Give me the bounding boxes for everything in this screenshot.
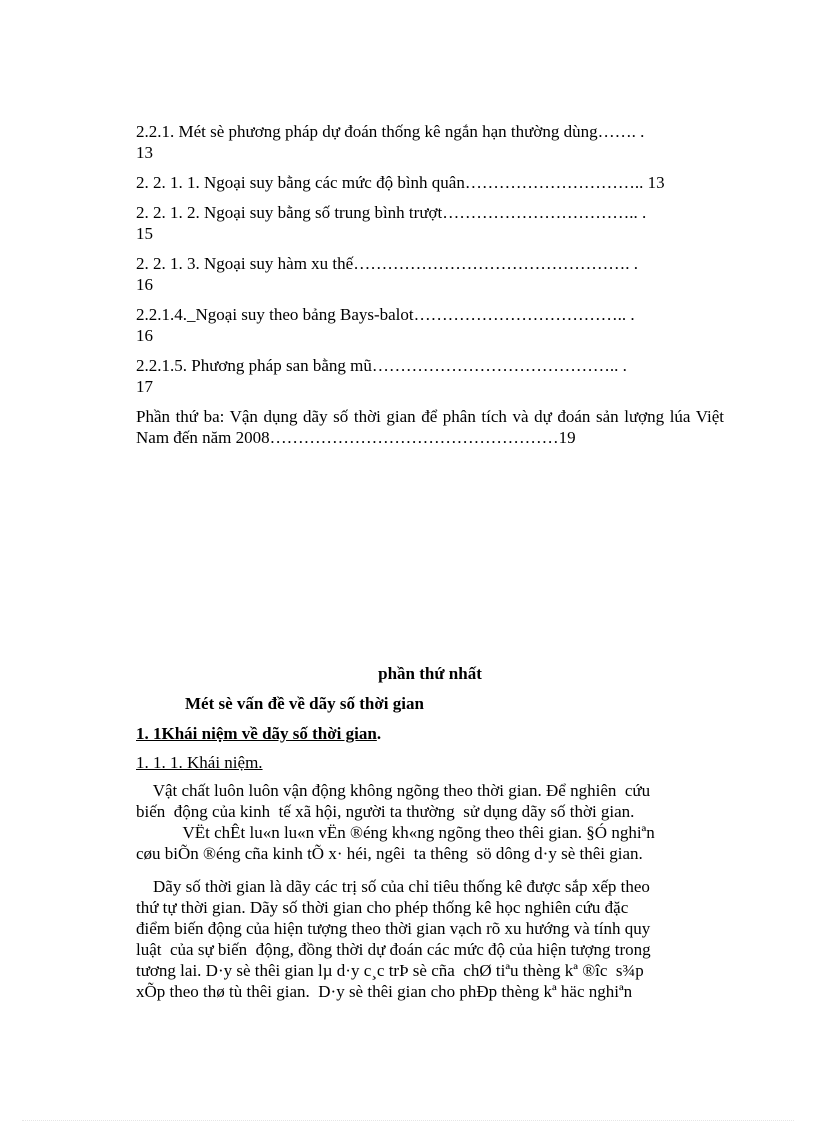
subsection-heading: 1. 1. 1. Khái niệm. bbox=[136, 753, 263, 772]
page-bottom-divider bbox=[22, 1120, 794, 1121]
toc-entry-text: 2. 2. 1. 1. Ngoại suy bằng các mức độ bình quân………………………….. 13 bbox=[136, 173, 665, 192]
paragraph-line: VËt chÊt lu«n lu«n vËn ®éng kh«ng ngõng theo thêi gian. §Ó nghiªn bbox=[136, 823, 655, 842]
toc-entry-page: 17 bbox=[136, 377, 153, 396]
section-heading bbox=[136, 724, 381, 744]
paragraph-line: thứ tự thời gian. Dãy số thời gian cho phép thống kê học nghiên cứu đặc bbox=[136, 898, 629, 917]
paragraph-line: tương lai. D·y sè thêi gian lµ d·y c¸c trÞ sè cña chØ tiªu thèng kª ®îc s¾p bbox=[136, 961, 644, 980]
toc-entry-page: 13 bbox=[136, 143, 153, 162]
paragraph-line: Vật chất luôn luôn vận động không ngõng theo thời gian. Để nghiên cứu bbox=[136, 781, 651, 800]
section-heading-dot: . bbox=[376, 724, 382, 743]
part-heading: phần thứ nhất bbox=[378, 664, 482, 683]
toc-entry-page: 16 bbox=[136, 275, 153, 294]
toc-entry-text: 2.2.1.4._Ngoại suy theo bảng Bays-balot……………………………….. . bbox=[136, 305, 635, 324]
toc-entry-page: 15 bbox=[136, 224, 153, 243]
toc-entry-text: 2.2.1.5. Phương pháp san bằng mũ…………………………………….. . bbox=[136, 356, 627, 375]
part-subheading: Mét sè vấn đề về dãy số thời gian bbox=[185, 694, 424, 713]
paragraph-line: cøu biÕn ®éng cña kinh tÕ x· héi, ngêi ta thêng sö dông d·y sè thêi gian. bbox=[136, 844, 643, 863]
toc-entry bbox=[136, 406, 724, 448]
body-paragraph bbox=[136, 780, 724, 864]
paragraph-line: xÕp theo thø tù thêi gian. D·y sè thêi gian cho phÐp thèng kª häc nghiªn bbox=[136, 982, 633, 1001]
toc-entry-text: Phần thứ ba: Vận dụng dãy số thời gian để phân tích và dự đoán sản lượng lúa Việt Nam đến năm 2008……………………………………………19 bbox=[136, 407, 724, 447]
toc-entry-page: 16 bbox=[136, 326, 153, 345]
toc-entry bbox=[136, 121, 724, 163]
paragraph-line: Dãy số thời gian là dãy các trị số của chỉ tiêu thống kê được sắp xếp theo bbox=[136, 877, 650, 896]
paragraph-line: biến động của kinh tế xã hội, người ta thường sử dụng dãy số thời gian. bbox=[136, 802, 635, 821]
body-paragraph bbox=[136, 876, 724, 1002]
toc-entry bbox=[136, 202, 724, 244]
toc-entry bbox=[136, 355, 724, 397]
toc-entry-text: 2.2.1. Mét sè phương pháp dự đoán thống kê ngắn hạn thường dùng……. . bbox=[136, 122, 645, 141]
section-heading-text: 1. 1Khái niệm về dãy số thời gian bbox=[136, 724, 377, 743]
toc-entry bbox=[136, 172, 724, 193]
table-of-contents bbox=[136, 121, 724, 457]
toc-entry bbox=[136, 304, 724, 346]
paragraph-line: điểm biến động của hiện tượng theo thời gian vạch rõ xu hướng và tính quy bbox=[136, 919, 651, 938]
paragraph-line: luật của sự biến động, đồng thời dự đoán các mức độ của hiện tượng trong bbox=[136, 940, 651, 959]
toc-entry-text: 2. 2. 1. 3. Ngoại suy hàm xu thế…………………………………………. . bbox=[136, 254, 638, 273]
toc-entry bbox=[136, 253, 724, 295]
toc-entry-text: 2. 2. 1. 2. Ngoại suy bằng số trung bình trượt…………………………….. . bbox=[136, 203, 647, 222]
